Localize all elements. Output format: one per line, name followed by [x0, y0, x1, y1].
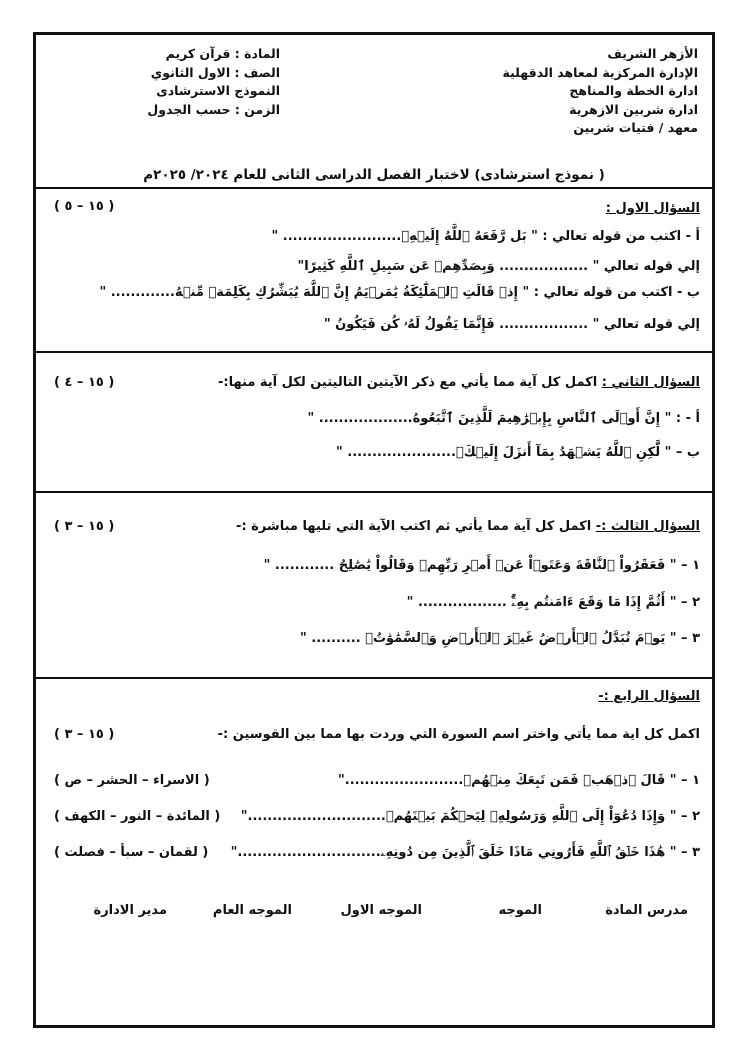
q1-marks: ( ١٥ – ٥ ) — [54, 199, 115, 214]
q4-choices: ( لقمان – سبأ – فصلت ) — [54, 845, 209, 860]
divider — [36, 677, 712, 679]
header-line: الأزهر الشريف — [607, 46, 698, 61]
q4-instruction: اكمل كل اية مما يأتي واختر اسم السورة التي وردت بها مما بين القوسين :- — [217, 727, 700, 742]
q4-line: ١ – " قَالَ ٱذۡهَبۡ فَمَن تَبِعَكَ مِنۡهُمۡ........................" — [337, 773, 700, 788]
q2-line: ب – " لَّٰكِنِ ٱللَّهُ يَشۡهَدُ بِمَآ أَنزَلَ إِلَيۡكَۖ...................... " — [335, 445, 700, 460]
q2-heading: السؤال الثاني : — [601, 375, 700, 390]
q1-line: أ - اكتب من قوله تعالي : " بَل رَّفَعَهُ ٱللَّهُ إِلَيۡهِۚ........................ " — [271, 229, 700, 244]
signature-general-supervisor: الموجه العام — [212, 903, 292, 918]
exam-title: ( نموذج استرشادى) لاختبار الفصل الدراسى الثانى للعام ٢٠٢٤/ ٢٠٢٥م — [143, 167, 605, 183]
q2-heading-row — [48, 375, 700, 390]
divider — [36, 351, 712, 353]
q2-line: أ - : " إِنَّ أَوۡلَى ٱلنَّاسِ بِإِبۡرَٰهِيمَ لَلَّذِينَ ٱتَّبَعُوهُ................... " — [307, 411, 700, 426]
q3-line: ٣ – " يَوۡمَ تُبَدَّلُ ٱلۡأَرۡضُ غَيۡرَ ٱلۡأَرۡضِ وَٱلسَّمَٰوَٰتُۖ .......... " — [299, 631, 700, 646]
q4-line: ٢ – " وَإِذَا دُعُوٓاْ إِلَى ٱللَّهِ وَرَسُولِهِۦ لِيَحۡكُمَ بَيۡنَهُمۡ............................" — [240, 809, 700, 824]
q2-marks: ( ١٥ – ٤ ) — [54, 375, 115, 390]
q3-heading-row — [48, 519, 700, 534]
q1-line: إلي قوله تعالي " .................. وَبِصَدِّهِمۡ عَن سَبِيلِ ٱللَّهِ كَثِيرًا" — [297, 259, 700, 274]
q1-line: إلي قوله تعالي " .................. فَإِنَّمَا يَقُولُ لَهُۥ كُن فَيَكُونُ " — [323, 317, 700, 332]
header-line: ادارة الخطة والمناهج — [569, 83, 698, 98]
header-line: معهد / فتيات شربين — [573, 120, 698, 135]
q4-choices: ( المائدة – النور – الكهف ) — [54, 809, 221, 824]
signature-director: مدير الادارة — [93, 903, 167, 918]
signature-teacher: مدرس المادة — [605, 903, 688, 918]
subject-line: المادة : قرآن كريم — [165, 46, 280, 61]
header-line: الإدارة المركزية لمعاهد الدقهلية — [502, 64, 698, 80]
model-line: النموذج الاسترشادى — [156, 83, 280, 98]
q3-heading: السؤال الثالث :- — [595, 519, 700, 534]
q4-heading: السؤال الرابع :- — [598, 689, 700, 704]
header-line: ادارة شربين الازهرية — [569, 101, 698, 117]
q4-line: ٣ – " هَٰذَا خَلۡقُ ٱللَّهِ فَأَرُونِي مَاذَا خَلَقَ ٱلَّذِينَ مِن دُونِهِۦ............................." — [230, 845, 700, 860]
q3-line: ٢ – " أَثُمَّ إِذَا مَا وَقَعَ ءَامَنتُم بِهِۦٓۚ .................. " — [406, 595, 700, 610]
q4-choices: ( الاسراء – الحشر – ص ) — [54, 773, 210, 788]
q3-instruction: اكمل كل آية مما يأتي ثم اكتب الآية التي تليها مباشرة :- — [236, 519, 596, 534]
grade-line: الصف : الاول الثانوي — [150, 64, 280, 80]
school-header — [398, 45, 698, 138]
divider — [36, 491, 712, 493]
q1-line: ب - اكتب من قوله تعالي : " إِذۡ قَالَتِ ٱلۡمَلَٰٓئِكَةُ يَٰمَرۡيَمُ إِنَّ ٱللَّهَ يُبَشِّرُكِ بِكَلِمَةٖ مِّنۡهُ............. " — [99, 285, 700, 300]
time-line: الزمن : حسب الجدول — [147, 101, 280, 117]
exam-page-border — [33, 32, 715, 1028]
q2-instruction: اكمل كل آية مما يأتي مع ذكر الآيتين التاليتين لكل آية منها:- — [217, 375, 602, 390]
signature-supervisor: الموجه — [498, 903, 542, 918]
q1-heading: السؤال الاول : — [605, 201, 700, 216]
q3-marks: ( ١٥ – ٣ ) — [54, 519, 115, 534]
q4-marks: ( ١٥ – ٣ ) — [54, 727, 115, 742]
signature-first-supervisor: الموجه الاول — [340, 903, 422, 918]
q3-line: ١ – " فَعَقَرُواْ ٱلنَّاقَةَ وَعَتَوۡاْ عَنۡ أَمۡرِ رَبِّهِمۡ وَقَالُواْ يَٰصَٰلِحُ ............ " — [263, 558, 700, 573]
divider — [36, 187, 712, 189]
exam-info-header — [80, 45, 280, 119]
